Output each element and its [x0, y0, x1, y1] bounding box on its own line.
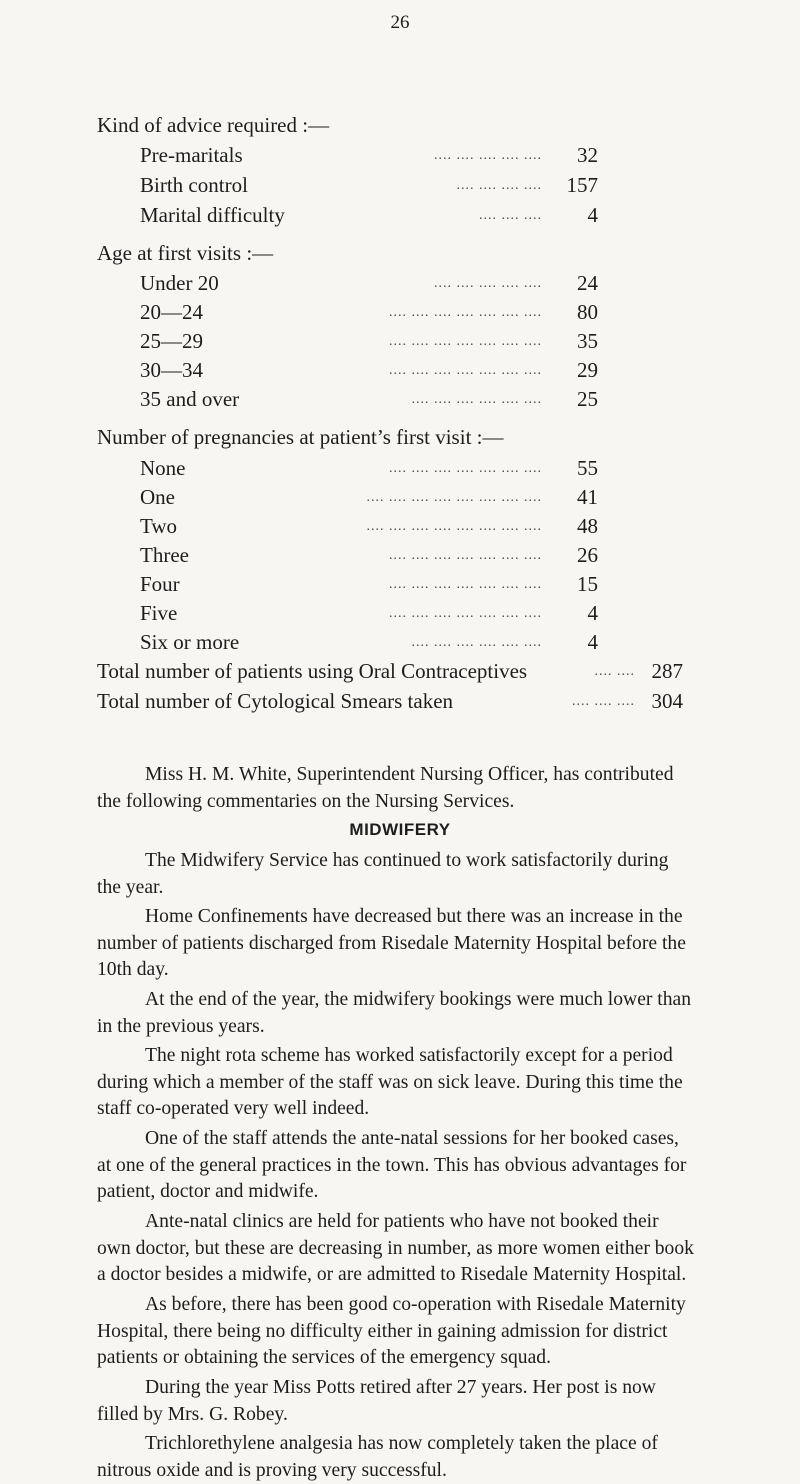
row-value: 15 — [577, 572, 598, 596]
row-label: Total number of patients using Oral Contraceptives — [97, 659, 528, 683]
pregnancy-row — [140, 485, 598, 511]
leader-dots: .... .... — [594, 664, 635, 679]
paragraph: As before, there has been good co-operation with Risedale Maternity Hospital, there being no difficulty either in gaining admission for district patients or obtaining the services of the emergency squad. — [97, 1294, 686, 1368]
age-row — [140, 387, 598, 413]
section-title: MIDWIFERY — [349, 820, 451, 839]
leader-dots: .... .... .... .... .... .... .... .... — [366, 519, 542, 534]
row-label: Under 20 — [140, 271, 219, 295]
row-label: One — [140, 485, 175, 509]
leader-dots: .... .... .... .... .... .... .... — [389, 461, 542, 476]
total-row — [97, 659, 683, 685]
row-label: Six or more — [140, 630, 240, 654]
row-value: 4 — [587, 630, 598, 654]
leader-dots: .... .... .... .... — [456, 178, 542, 193]
paragraph: The night rota scheme has worked satisfactorily except for a period during which a member of the staff was on sick leave. During this time the staff co-operated very well indeed. — [97, 1045, 683, 1119]
row-label: Four — [140, 572, 180, 596]
row-value: 55 — [577, 456, 598, 480]
leader-dots: .... .... .... .... .... .... .... — [389, 606, 542, 621]
row-label: Total number of Cytological Smears taken — [97, 689, 454, 713]
row-label: Marital difficulty — [140, 203, 285, 227]
row-value: 304 — [651, 689, 683, 713]
row-label: Two — [140, 514, 178, 538]
leader-dots: .... .... .... — [572, 694, 635, 709]
row-label: 20—24 — [140, 300, 203, 324]
row-label: 30—34 — [140, 358, 203, 382]
paragraph: The Midwifery Service has continued to work satisfactorily during the year. — [97, 850, 669, 898]
advice-row — [140, 143, 598, 169]
leader-dots: .... .... .... .... .... .... .... — [389, 548, 542, 563]
paragraph: Home Confinements have decreased but there was an increase in the number of patients discharged from Risedale Maternity Hospital before the 10th day. — [97, 906, 686, 980]
row-value: 41 — [577, 485, 598, 509]
row-value: 32 — [577, 143, 598, 167]
leader-dots: .... .... .... .... .... .... .... .... — [366, 490, 542, 505]
row-value: 4 — [587, 601, 598, 625]
row-label: None — [140, 456, 186, 480]
intro-paragraph: Miss H. M. White, Superintendent Nursing Officer, has contributed the following commentaries on the Nursing Services. — [97, 764, 674, 812]
row-value: 29 — [577, 358, 598, 382]
row-value: 80 — [577, 300, 598, 324]
row-value: 26 — [577, 543, 598, 567]
pregnancies-heading: Number of pregnancies at patient’s first visit :— — [97, 425, 504, 449]
row-label: Birth control — [140, 173, 248, 197]
row-value: 287 — [651, 659, 683, 683]
row-value: 4 — [587, 203, 598, 227]
row-value: 25 — [577, 387, 598, 411]
row-value: 48 — [577, 514, 598, 538]
pregnancy-row — [140, 572, 598, 598]
advice-row — [140, 173, 598, 199]
leader-dots: .... .... .... .... .... — [434, 276, 542, 291]
advice-row — [140, 203, 598, 229]
row-label: Pre-maritals — [140, 143, 243, 167]
row-value: 35 — [577, 329, 598, 353]
total-row — [97, 689, 683, 715]
age-heading: Age at first visits :— — [97, 241, 274, 265]
age-row — [140, 300, 598, 326]
row-value: 24 — [577, 271, 598, 295]
paragraph: Trichlorethylene analgesia has now completely taken the place of nitrous oxide and is proving very successful. — [97, 1433, 658, 1481]
leader-dots: .... .... .... .... .... — [434, 148, 542, 163]
leader-dots: .... .... .... .... .... .... .... — [389, 334, 542, 349]
age-row — [140, 358, 598, 384]
leader-dots: .... .... .... .... .... .... .... — [389, 363, 542, 378]
leader-dots: .... .... .... .... .... .... — [411, 635, 542, 650]
pregnancy-row — [140, 456, 598, 482]
leader-dots: .... .... .... .... .... .... — [411, 392, 542, 407]
row-value: 157 — [566, 173, 598, 197]
row-label: Three — [140, 543, 189, 567]
row-label: 35 and over — [140, 387, 240, 411]
paragraph: At the end of the year, the midwifery bookings were much lower than in the previous years. — [97, 989, 692, 1037]
row-label: 25—29 — [140, 329, 203, 353]
page-number: 26 — [390, 12, 410, 33]
leader-dots: .... .... .... — [479, 208, 542, 223]
row-label: Five — [140, 601, 178, 625]
leader-dots: .... .... .... .... .... .... .... — [389, 577, 542, 592]
paragraph: One of the staff attends the ante-natal sessions for her booked cases, at one of the general practices in the town. This has obvious advantages for patient, doctor and midwife. — [97, 1128, 687, 1202]
pregnancy-row — [140, 601, 598, 627]
paragraph: Ante-natal clinics are held for patients who have not booked their own doctor, but these are decreasing in number, as more women either book a doctor besides a midwife, or are admitted to Risedale Maternity Hospital. — [97, 1211, 694, 1285]
advice-heading: Kind of advice required :— — [97, 113, 330, 137]
pregnancy-row — [140, 514, 598, 540]
age-row — [140, 271, 598, 297]
age-row — [140, 329, 598, 355]
pregnancy-row — [140, 543, 598, 569]
leader-dots: .... .... .... .... .... .... .... — [389, 305, 542, 320]
pregnancy-row — [140, 630, 598, 656]
paragraph: During the year Miss Potts retired after 27 years. Her post is now filled by Mrs. G. Robey. — [97, 1377, 656, 1425]
